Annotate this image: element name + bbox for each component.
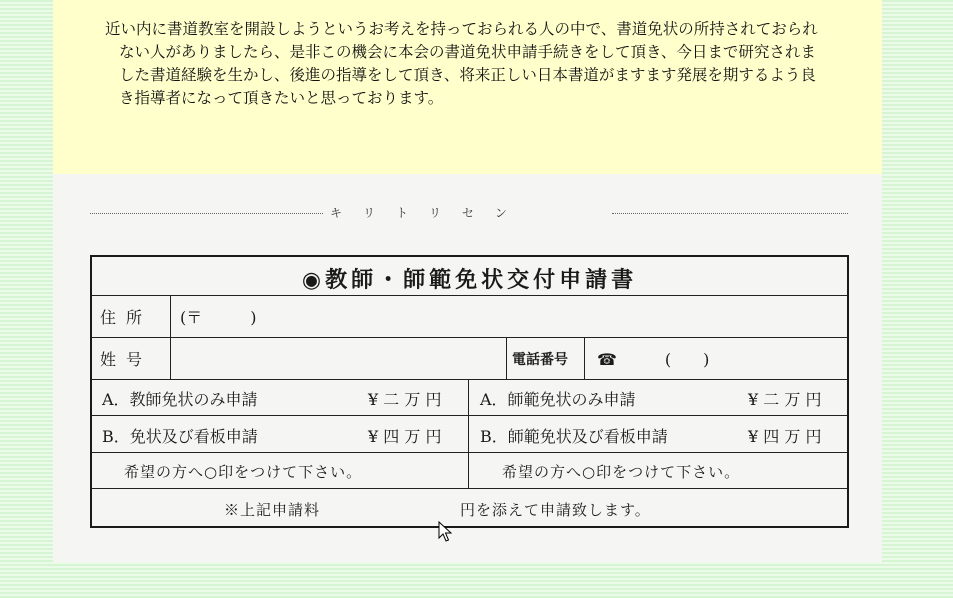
row-divider <box>92 337 847 338</box>
row-divider <box>92 488 847 489</box>
application-form <box>90 255 849 528</box>
address-label: 住所 <box>100 308 153 327</box>
intro-paragraph: 近い内に書道教室を開設しようというお考えを持っておられる人の中で、書道免状の所持されておられない人がありましたら、是非この機会に本会の書道免状申請手続きをして頂き、今日まで研究されました書道経験を生かし、後進の指導をして頂き、将来正しい日本書道がますます発展を期するよう良き指導者になって頂きたいと思っております。 <box>105 20 818 107</box>
phone-field[interactable]: ☎ ( ) <box>597 350 710 369</box>
row-divider <box>92 415 847 416</box>
cut-line-right <box>612 213 848 214</box>
name-field[interactable] <box>172 339 504 377</box>
option-b-teacher[interactable]: B．免状及び看板申請 <box>102 427 258 446</box>
price-b-teacher: ¥ 四 万 円 <box>368 427 442 446</box>
address-field[interactable]: (〒 ) <box>180 308 257 327</box>
row-divider <box>92 379 847 380</box>
row-divider <box>92 452 847 453</box>
mark-note-right: 希望の方へ○印をつけて下さい。 <box>502 463 741 481</box>
label-divider <box>170 295 171 379</box>
mark-note-left: 希望の方へ○印をつけて下さい。 <box>124 463 363 481</box>
form-title: ◉教師・師範免状交付申請書 <box>301 268 638 293</box>
price-a-teacher: ¥ 二 万 円 <box>368 390 442 409</box>
fee-suffix: 円を添えて申請致します。 <box>460 501 651 519</box>
cut-line-label: キリトリセン <box>330 206 528 220</box>
phone-divider <box>506 337 507 379</box>
phone-label: 電話番号 <box>512 352 568 368</box>
price-a-master: ¥ 二 万 円 <box>748 390 822 409</box>
intro-panel <box>53 0 882 174</box>
option-a-master[interactable]: A．師範免状のみ申請 <box>480 390 636 409</box>
row-divider <box>92 295 847 296</box>
price-b-master: ¥ 四 万 円 <box>748 427 822 446</box>
phone-divider <box>584 337 585 379</box>
option-a-teacher[interactable]: A．教師免状のみ申請 <box>102 390 258 409</box>
mouse-pointer-icon <box>438 521 452 543</box>
cut-line-left <box>90 213 323 214</box>
option-b-master[interactable]: B．師範免状及び看板申請 <box>480 427 668 446</box>
option-divider <box>468 379 469 488</box>
name-label: 姓号 <box>100 350 153 369</box>
fee-label: ※上記申請料 <box>224 501 321 519</box>
